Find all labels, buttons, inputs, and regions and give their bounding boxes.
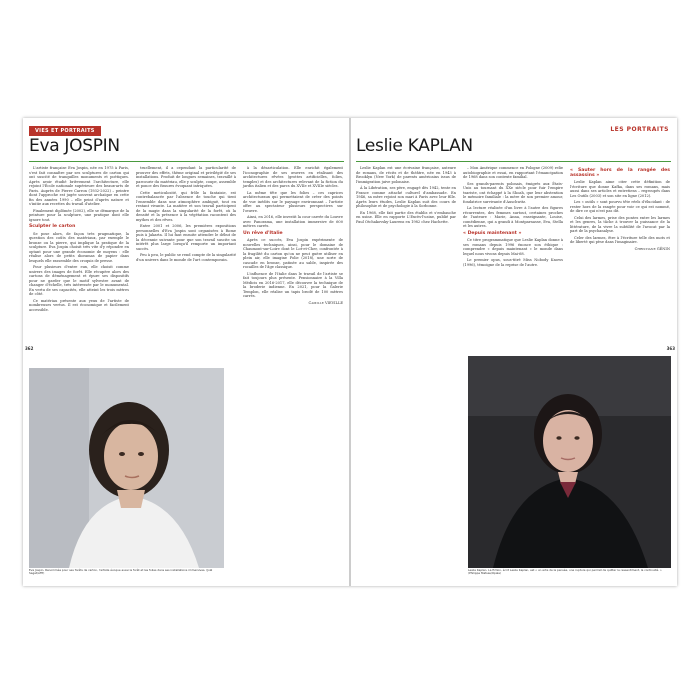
portrait-illustration (29, 368, 224, 568)
portrait-photo (468, 356, 671, 568)
subheading: « Sauter hors de la rangée des assassins » (570, 168, 670, 178)
paragraph: Leslie Kaplan aime citer cette définition de l'écriture que donne Kafka, dans ses romans, mais aussi dans ses articles et entretiens – regroupés dans Les Outils (2003) et son site en ligne (2012). (570, 180, 670, 198)
article-title: Leslie KAPLAN (356, 136, 473, 156)
paragraph: Se pose alors, de façon très pragmatique, la question des coûts des matériaux, par exemple le bronze ou la pierre, qui implique la pratique de la sculpture. Eva Jospin choisit très vite d'y répondre en optant pour une grande économie de moyens : elle réalise alors de petits dioramas de papier dans lesquels elle rassemble des croquis de presse. (29, 231, 129, 263)
title-rule (29, 161, 344, 162)
paragraph: Celui des larmes, prise des pontes entre les larmes et les genres, la tâche à trouver la puissance de la littérature, de la vivre la subtilité de l'avocat par la part de la psychanalyse. (570, 215, 670, 233)
paragraph: À la Libération, ses père, engagé dès 1942, tente en France comme attaché culturel d'ambassade. En 1946, sa mère rejoint son mari à Paris avec leur fille. Après leurs études, Leslie Kaplan suit des cours de philosophie et de psychologie à la Sorbonne. (356, 186, 456, 208)
left-page (23, 118, 350, 586)
magazine-spread (23, 118, 677, 586)
paragraph: La même tête que les folies – ces caprices architecturaux qui permettaient de créer des points de vue inédits sur le paysage environnant – l'artiste offre au spectateur plusieurs perspectives sur l'œuvre. (243, 190, 343, 213)
subheading: Sculpter le carton (29, 224, 76, 229)
paragraph: En 1968, elle fait partie des établis et s'embauche en usine. Elle en rapporte L'Excès-l'usine, publié par Paul Otchakovsky-Laurens en 1982 chez Hachette. (356, 210, 456, 224)
paragraph: L'artiste française Eva Jospin, née en 1975 à Paris, s'est fait connaître par ses sculptures de carton qui ont suscité de tranquilles monuments et poétiques. Après avoir étudié brièvement l'architecture, elle rejoint l'École nationale supérieure des beaux-arts de Paris. Auprès de Pierre Carron (1932-2022) – peintre dont l'approche est jugée souvent archaïque en cette fin des années 1990 – elle peint d'après nature et s'initie aux recettes du travail d'atelier. (29, 166, 129, 206)
paragraph: Après ce succès, Eva Jospin expérimente de nouvelles techniques, ainsi, pour le domaine de Chaumont-sur-Loire dont le Lot-et-Cher, confrontée à la fragilité du carton qu'on ne peut guère utiliser en plein air, elle imagine Folie (2018), une sorte de cascade en bronze, patinée au sable, inspirée des rocailles de l'âge classique. (243, 238, 343, 269)
article-title: Eva JOSPIN (29, 136, 120, 156)
photo-caption: Eva Jospin. Renommée pour ses forêts de carton, l'artiste évoque aussi la forêt et les folies dans ses installations immersives. (Joël Saget/AFP) (29, 568, 213, 576)
paragraph: Finalement diplômée (2002), elle se démarque de la peinture pour la sculpture, une pratique dont elle ignore tout. (29, 208, 129, 222)
paragraph: Entre 2001 et 2006, les premières expositions personnelles d'Eva Jospin sont organisées à Rome puis à Jakarta. Il lui faut ensuite attendre le début de la décennie suivante pour que son travail suscite un intérêt plus large lorsqu'il remporte un important succès. (136, 224, 236, 251)
paragraph: Ainsi, en 2016, elle investit la cour carrée du Louvre avec Panorama, une installation immersive de 600 mètres carrés. (243, 215, 343, 228)
paragraph: Celer des larmes, être à l'écriture telle des mots et de liberté qui pèse dans l'imaginaire. (570, 235, 670, 244)
portrait-photo (29, 368, 224, 568)
section-rubric: VIES ET PORTRAITS (29, 126, 101, 136)
paragraph: Les « outils » sont pourvu tête réels d'élucidant : de rester hors de la rangée pour voir ce qui est nommé, de dire ce qui n'est pas dit. (570, 200, 670, 213)
paragraph: La lecture réalisée d'un livre à l'autre des figures récurrentes, des femmes surtout, certaines proches de l'auteure : Marie, Anna, enseignante, Louise, comédienne, qui a grandi à Montparnasse, Eva, Stella et les autres. (463, 206, 563, 228)
author-signature: Christiane GÉNIN (634, 246, 670, 251)
paragraph: – Mon Amérique commence en Pologne (2009) relie autobiographie et essai, en rapportant l'émancipation de 1968 dans son contexte familial. (463, 166, 563, 179)
paragraph: Peu à peu, le public se rend compte de la singularité d'un univers dans le monde de l'art contemporain. (136, 253, 236, 262)
paragraph: à la désarticulation. Elle enrichit également l'iconographie de ses œuvres en réalisant des architectures rêvées (grottes artificielles, folies, temples) et des architectures relevant de la fiction du jardin italien et des parcs du XVIIe et XVIIIe siècles. (243, 166, 343, 188)
title-rule (356, 161, 671, 162)
column-3 (243, 166, 343, 305)
subheading: Un rêve d'Italie (243, 230, 283, 236)
paragraph: Ses grands-parents polonais, émigrés aux États-Unis au tournant du XXe siècle pour fuir l'empire tsariste, ont échappé à la Shoah, que leur abstention le mémoire familiale : la mère de son premier amour, fondatrice survivante d'Auschwitz. (463, 181, 563, 204)
paragraph: L'influence de l'Italie dans le travail de l'artiste se fait toujours plus présente. Pensionnaire à la Villa Médicis en 2016-2017, elle découvre la technique de la broderie indienne. En 2021, pour la Galerie Templon, elle réalise un tapis brodé de 100 mètres carrés. (243, 271, 343, 298)
subheading: « Depuis maintenant » (463, 230, 522, 236)
column-2 (463, 166, 563, 269)
paragraph: Pour plusieurs d'entre eux, elle choisit comme univers des images de forêt. Elle récupère alors des cartons de déménagement et épure ses dispositifs pour ne garder que le motif sylvestre avant de changer d'échelle, très intéressée par le monumental. En vertu de ses capacités, elle atteint les trois mètres de côté. (29, 265, 129, 296)
portrait-illustration (468, 356, 671, 568)
right-page (350, 118, 677, 586)
column-3 (570, 166, 670, 251)
column-2 (136, 166, 236, 264)
paragraph: Ce matériau présente aux yeux de l'artiste de nombreuses vertus. Il est économique et facilement accessible. (29, 298, 129, 312)
author-signature: Camille VIEVILLE (308, 300, 343, 305)
paragraph: Ce titre programmatique que Leslie Kaplan donne à ses romans depuis 1996 énonce son éthique : comprendre « depuis maintenant » le monde dans lequel nous vivons depuis Mai-68. (463, 238, 563, 256)
paragraph: Cette meticulosité, qui frôle la fantaisie, est contrebalancée par l'absence de touche qui tient l'ensemble dans une atmosphère ambiguë, tout en restant vivante. La matière et son travail participent de la magie dans la singularité de la forêt, où la densité et la présence à la végétation racontent des mythes et des rêves. (136, 190, 236, 222)
page-number: 363 (666, 346, 675, 351)
column-1 (356, 166, 456, 226)
page-number: 362 (25, 346, 34, 351)
paragraph: truellement, il a cependant la particularité de prouver des effets, thème original et privilégié de ses installations. Produit de longues semaines, travaillé à parcourir du matériau, elle y sculpte, coupe, assemble et ponce des fissures évoquant intriquées. (136, 166, 236, 188)
section-rubric: LES PORTRAITS (610, 126, 669, 133)
paragraph: Leslie Kaplan est une écrivaine française, auteure de romans, de récits et de théâtre, née en 1943 à Brooklyn (New York) de parents américains issus de l'immigration juive polonaise. (356, 166, 456, 184)
column-1 (29, 166, 129, 314)
photo-caption: Leslie Kaplan. La fiction, écrit Leslie Kaplan, est « un acte de la pensée, une rupture qui permet de quitter le ressentiment, la continuité. » (Philippe Matsas/Opale) (468, 568, 662, 576)
paragraph: Le premier opus, sous-titré Miss Nobody Knows (1996), témoigne de la reprise de l'autre. (463, 258, 563, 267)
